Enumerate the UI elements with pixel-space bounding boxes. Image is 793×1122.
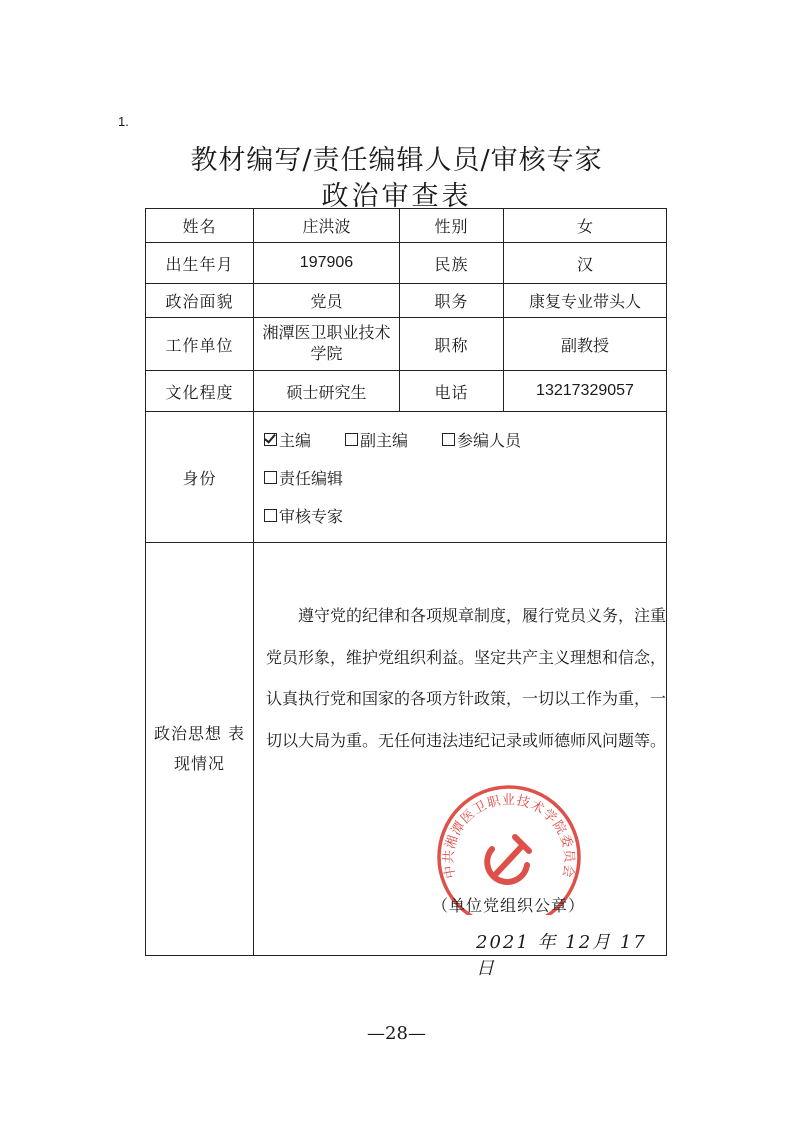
seal-text: 中共湘潭医卫职业技术学院委员会 [441, 793, 577, 880]
table-row [146, 243, 667, 284]
checkbox-icon[interactable] [264, 509, 277, 522]
checkbox-icon[interactable] [345, 433, 358, 446]
page-footer: —28— [367, 1023, 426, 1044]
table-row [146, 412, 667, 543]
option-deputy-editor[interactable] [345, 428, 408, 451]
identity-options [254, 412, 667, 543]
ethnicity-value: 汉 [504, 243, 667, 284]
table-row [146, 371, 667, 412]
name-value: 庄洪波 [254, 209, 400, 243]
phone-label: 电话 [400, 371, 504, 412]
political-value: 党员 [254, 284, 400, 318]
option-chief-editor[interactable] [264, 428, 311, 451]
position-value: 康复专业带头人 [504, 284, 667, 318]
table-row [146, 543, 667, 956]
political-thought-label: 政治思想 表现情况 [146, 543, 254, 956]
phone-value: 13217329057 [504, 371, 667, 412]
employer-value: 湘潭医卫职业技术学院 [254, 318, 400, 371]
item-number: 1. [118, 114, 129, 129]
sign-date: 2021 年 12月 17日 [476, 932, 647, 979]
ethnicity-label: 民族 [400, 243, 504, 284]
education-label: 文化程度 [146, 371, 254, 412]
title-value: 副教授 [504, 318, 667, 371]
table-row [146, 318, 667, 371]
option-label: 审核专家 [279, 506, 344, 526]
checkbox-checked-icon[interactable] [264, 433, 277, 446]
identity-label: 身份 [146, 412, 254, 543]
form-subtitle: 政治审查表 [321, 181, 472, 212]
table-row [146, 209, 667, 243]
form-title: 教材编写/责任编辑人员/审核专家 [190, 145, 603, 176]
political-thought-text: 遵守党的纪律和各项规章制度，履行党员义务，注重党员形象，维护党组织利益。坚定共产主义理想和信念，认真执行党和国家的各项方针政策，一切以工作为重，一切以大局为重。无任何违法违纪记录或师德师风问题等。 [266, 606, 667, 750]
employer-label: 工作单位 [146, 318, 254, 371]
checkbox-icon[interactable] [442, 433, 455, 446]
gender-label: 性别 [400, 209, 504, 243]
checkbox-icon[interactable] [264, 471, 277, 484]
option-responsible-editor[interactable] [264, 466, 343, 489]
option-label: 责任编辑 [279, 468, 344, 488]
gender-value: 女 [504, 209, 667, 243]
seal-note: （单位党组织公章） [432, 896, 586, 915]
option-contributor[interactable] [442, 428, 521, 451]
option-label: 主编 [279, 430, 312, 450]
option-review-expert[interactable] [264, 504, 343, 527]
option-label: 参编人员 [457, 430, 522, 450]
birth-label: 出生年月 [146, 243, 254, 284]
political-thought-cell [254, 543, 667, 979]
birth-value: 197906 [254, 243, 400, 284]
position-label: 职务 [400, 284, 504, 318]
political-label: 政治面貌 [146, 284, 254, 318]
review-form-table [145, 208, 667, 979]
option-label: 副主编 [360, 430, 409, 450]
title-label: 职称 [400, 318, 504, 371]
table-row [146, 284, 667, 318]
name-label: 姓名 [146, 209, 254, 243]
education-value: 硕士研究生 [254, 371, 400, 412]
